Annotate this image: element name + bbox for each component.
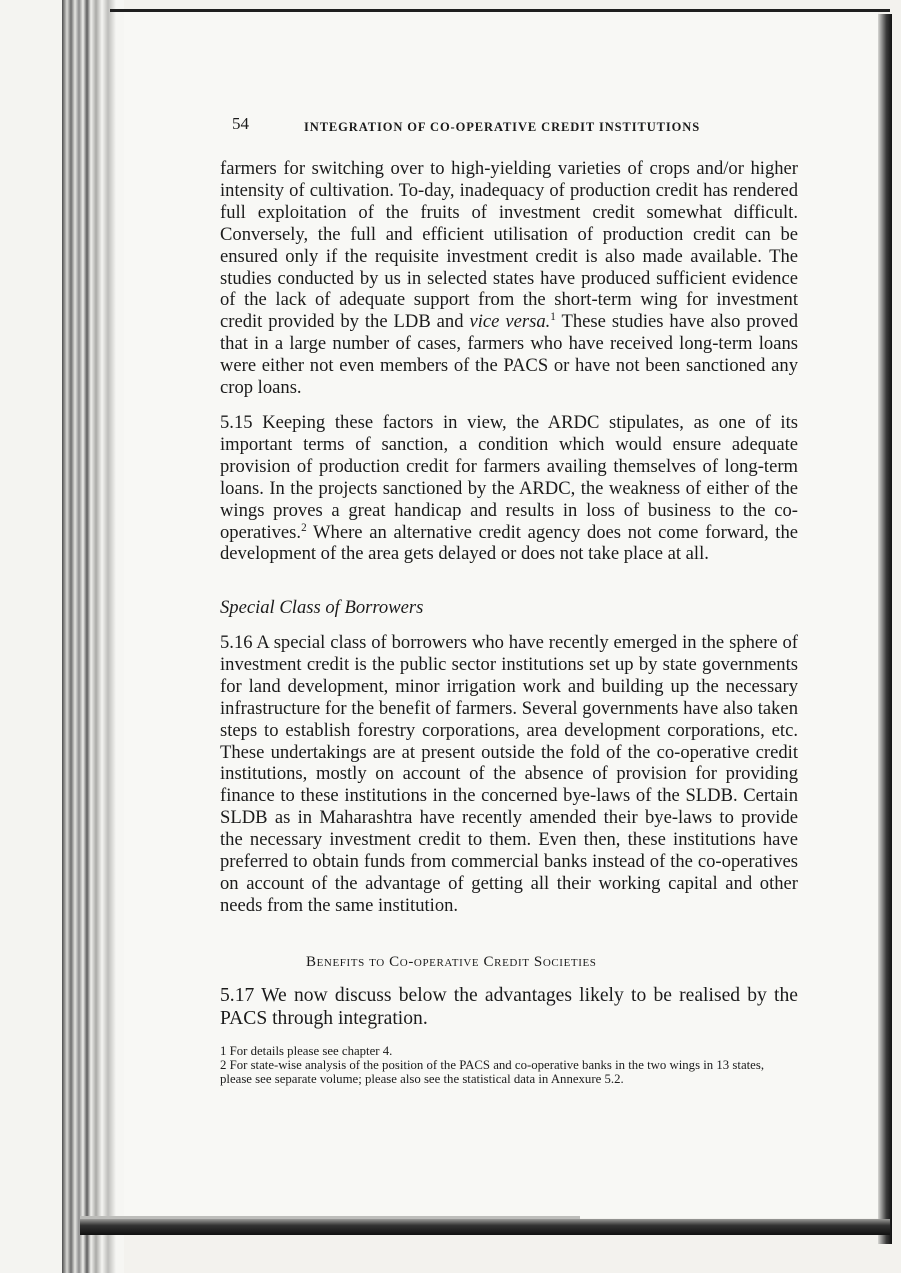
page-bottom-edge xyxy=(80,1219,890,1235)
subheading: Special Class of Borrowers xyxy=(220,597,424,618)
footnote-1: 1 For details please see chapter 4. xyxy=(220,1044,393,1058)
footnote-2: 2 For state-wise analysis of the position of the PACS and co-operative banks in the two wings in 13 states, please see separate volume; please also see the statistical data in Annexure 5.2. xyxy=(220,1058,765,1086)
paragraph-text: 5.15 Keeping these factors in view, the ARDC stipulates, as one of its important terms of sanction, a condition which would ensure adequate provision of production credit for farmers availing themselves of long-term loans. In the projects sanctioned by the ARDC, the weakness of either of the wings proves a great handicap and results in loss of business to the co-operatives. xyxy=(220,412,798,543)
book-binding-edge xyxy=(62,0,124,1273)
paragraph-5-16: 5.16 A special class of borrowers who have recently emerged in the sphere of investment credit is the public sector institutions set up by state governments for land development, minor irrigation work and building up the necessary infrastructure for the benefit of farmers. Several governments have also taken steps to establish forestry corporations, area development corporations, etc. These undertakings are at present outside the fold of the co-operative credit institutions, mostly on account of the absence of provision for providing finance to these institutions in the concerned bye-laws of the SLDB. Certain SLDB as in Maharashtra have recently amended their bye-laws to provide the necessary investment credit to them. Even then, these institutions have preferred to obtain funds from commercial banks instead of the co-operatives on account of the advantage of getting all their working capital and other needs from the same institution. xyxy=(220,632,798,916)
page-header xyxy=(232,114,792,138)
section-heading: Benefits to Co-operative Credit Societies xyxy=(306,954,597,970)
footnote-ref-2: 2 xyxy=(301,521,307,534)
page-right-edge xyxy=(878,14,892,1244)
footnote-ref-1: 1 xyxy=(550,311,556,324)
paragraph-text: Where an alternative credit agency does not come forward, the development of the area gets delayed or does not take place at all. xyxy=(220,521,798,565)
paragraph-text: farmers for switching over to high-yielding varieties of crops and/or higher intensity of cultivation. To-day, inadequacy of production credit has rendered full exploitation of the fruits of investment credit somewhat difficult. Conversely, the full and efficient utilisation of production credit can be ensured only if the requisite investment credit is also made available. The studies conducted by us in selected states have produced sufficient evidence of the lack of adequate support from the short-term wing for investment credit provided by the LDB and xyxy=(220,158,798,333)
paragraph-5-15 xyxy=(220,412,798,565)
running-head: INTEGRATION OF CO-OPERATIVE CREDIT INSTITUTIONS xyxy=(304,120,701,134)
page-top-edge xyxy=(110,9,890,12)
italic-text: vice versa. xyxy=(469,311,551,333)
paragraph-continuation xyxy=(220,158,798,399)
paragraph-5-17: 5.17 We now discuss below the advantages likely to be realised by the PACS through integration. xyxy=(220,985,798,1029)
paragraph-text: These studies have also proved that in a large number of cases, farmers who have received long-term loans were either not even members of the PACS or have not been sanctioned any crop loans. xyxy=(220,311,799,399)
footnotes xyxy=(220,1044,795,1086)
page-number: 54 xyxy=(232,114,249,133)
